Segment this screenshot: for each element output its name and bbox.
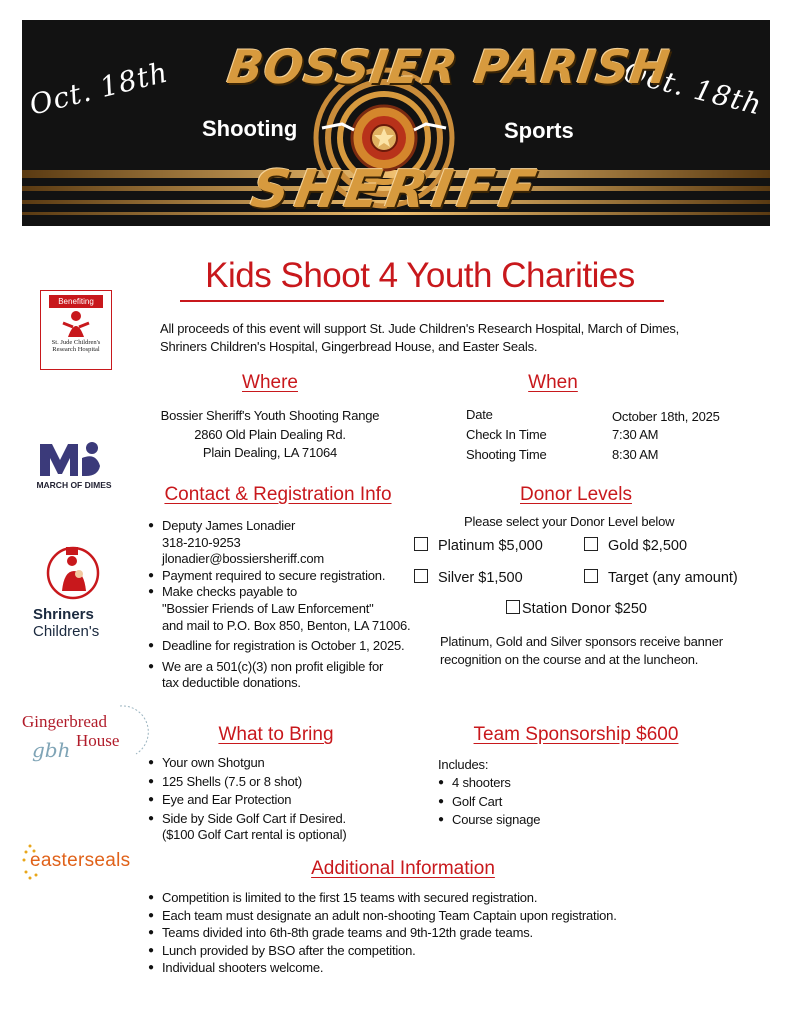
bring-list bbox=[148, 755, 346, 844]
st-jude-logo bbox=[40, 290, 112, 370]
donor-option-gold[interactable] bbox=[584, 537, 687, 554]
target-checkbox[interactable] bbox=[584, 569, 598, 583]
additional-item: ● Teams divided into 6th-8th grade teams and 9th-12th grade teams. bbox=[148, 924, 617, 942]
target-label: Target (any amount) bbox=[608, 570, 738, 586]
when-heading: When bbox=[528, 372, 578, 393]
platinum-checkbox[interactable] bbox=[414, 537, 428, 551]
gold-checkbox[interactable] bbox=[584, 537, 598, 551]
contact-email[interactable]: jlonadier@bossiersheriff.com bbox=[162, 551, 324, 567]
donor-option-station[interactable] bbox=[506, 600, 647, 617]
event-date-left: Oct. 18th bbox=[26, 55, 172, 122]
additional-item: ● Individual shooters welcome. bbox=[148, 959, 617, 977]
event-date-right: Oct. 18th bbox=[620, 55, 766, 122]
when-checkin-label: Check In Time bbox=[466, 427, 547, 442]
silver-label: Silver $1,500 bbox=[438, 570, 523, 586]
nonprofit-line-1: ● We are a 501(c)(3) non profit eligible for bbox=[148, 659, 410, 676]
bring-heading: What to Bring bbox=[218, 724, 334, 745]
contact-heading: Contact & Registration Info bbox=[164, 484, 392, 505]
team-item: ● Course signage bbox=[438, 812, 540, 829]
additional-item: ● Lunch provided by BSO after the competition. bbox=[148, 942, 617, 960]
additional-item: ● Competition is limited to the first 15 teams with secured registration. bbox=[148, 889, 617, 907]
intro-line-1: All proceeds of this event will support St. Jude Children's Research Hospital, March of Dimes, bbox=[160, 321, 680, 336]
checks-line-2: "Bossier Friends of Law Enforcement" bbox=[162, 600, 374, 616]
bring-golf-cart-note: ($100 Golf Cart rental is optional) bbox=[162, 827, 347, 843]
st-jude-child-icon bbox=[41, 309, 111, 339]
bring-item: ● 125 Shells (7.5 or 8 shot) bbox=[148, 774, 346, 791]
st-jude-benefiting-label: Benefiting bbox=[49, 295, 103, 308]
where-heading: Where bbox=[242, 372, 298, 393]
st-jude-name bbox=[43, 339, 109, 353]
when-date-value: October 18th, 2025 bbox=[612, 409, 720, 424]
gingerbread-label-1: Gingerbread bbox=[22, 712, 107, 731]
team-heading: Team Sponsorship $600 bbox=[473, 724, 679, 745]
team-item: ● Golf Cart bbox=[438, 794, 540, 811]
bring-item: ● Your own Shotgun bbox=[148, 755, 346, 772]
checks-line-3: and mail to P.O. Box 850, Benton, LA 71006. bbox=[162, 617, 411, 633]
donor-option-target[interactable] bbox=[584, 569, 738, 586]
page-title: Kids Shoot 4 Youth Charities bbox=[205, 256, 635, 295]
silver-checkbox[interactable] bbox=[414, 569, 428, 583]
team-includes-label: Includes: bbox=[438, 757, 489, 772]
when-shooting-label: Shooting Time bbox=[466, 447, 547, 462]
contact-name: ● Deputy James Lonadier bbox=[148, 518, 410, 535]
additional-heading: Additional Information bbox=[311, 858, 495, 879]
when-date-label: Date bbox=[466, 407, 493, 422]
header-banner bbox=[22, 20, 770, 226]
shriners-label-1: Shriners bbox=[33, 606, 94, 623]
shriners-logo-icon bbox=[46, 543, 100, 601]
contact-phone[interactable]: 318-210-9253 bbox=[162, 534, 241, 550]
contact-list bbox=[148, 518, 410, 692]
brand-title-bottom: SHERIFF bbox=[246, 160, 547, 220]
easterseals-label: easterseals bbox=[30, 850, 131, 871]
station-checkbox[interactable] bbox=[506, 600, 520, 614]
where-line-3: Plain Dealing, LA 71064 bbox=[202, 445, 338, 460]
bring-item: ● Side by Side Golf Cart if Desired. bbox=[148, 811, 346, 828]
st-jude-name-line-2: Research Hospital bbox=[52, 346, 100, 353]
additional-list bbox=[148, 889, 617, 977]
team-includes-list bbox=[438, 774, 540, 829]
donor-note-line-2: recognition on the course and at the luncheon. bbox=[440, 652, 699, 667]
donor-heading: Donor Levels bbox=[520, 484, 632, 505]
additional-item: ● Each team must designate an adult non-shooting Team Captain upon registration. bbox=[148, 907, 617, 925]
donor-option-silver[interactable] bbox=[414, 569, 523, 586]
when-shooting-value: 8:30 AM bbox=[612, 447, 659, 462]
shriners-label-2: Children's bbox=[33, 623, 100, 640]
title-underline bbox=[180, 300, 664, 302]
march-of-dimes-mark-icon bbox=[38, 436, 102, 480]
deadline-note: ● Deadline for registration is October 1, 2025. bbox=[148, 638, 410, 655]
gingerbread-arc-icon bbox=[116, 702, 156, 758]
brand-title-top: BOSSIER PARISH bbox=[224, 40, 674, 94]
march-of-dimes-label: MARCH OF DIMES bbox=[36, 480, 112, 490]
gold-label: Gold $2,500 bbox=[608, 538, 688, 554]
when-checkin-value: 7:30 AM bbox=[612, 427, 659, 442]
banner-word-shooting: Shooting bbox=[202, 116, 298, 141]
where-line-1: Bossier Sheriff's Youth Shooting Range bbox=[160, 408, 380, 423]
gingerbread-gbh-mark: gbh bbox=[32, 738, 71, 762]
nonprofit-line-2: tax deductible donations. bbox=[162, 675, 301, 691]
team-item: ● 4 shooters bbox=[438, 775, 540, 792]
platinum-label: Platinum $5,000 bbox=[438, 538, 543, 554]
bring-item: ● Eye and Ear Protection bbox=[148, 792, 346, 809]
donor-option-platinum[interactable] bbox=[414, 537, 543, 554]
gingerbread-label-2: House bbox=[76, 731, 120, 750]
intro-line-2: Shriners Children's Hospital, Gingerbread House, and Easter Seals. bbox=[160, 339, 538, 354]
station-label: Station Donor $250 bbox=[522, 601, 647, 617]
st-jude-name-line-1: St. Jude Children's bbox=[51, 339, 101, 346]
donor-note-line-1: Platinum, Gold and Silver sponsors receive banner bbox=[440, 634, 723, 649]
where-line-2: 2860 Old Plain Dealing Rd. bbox=[194, 427, 346, 442]
banner-word-sports: Sports bbox=[504, 118, 574, 143]
checks-line-1: ● Make checks payable to bbox=[148, 584, 410, 601]
payment-note: ● Payment required to secure registration. bbox=[148, 568, 410, 585]
donor-instruction: Please select your Donor Level below bbox=[464, 514, 675, 529]
